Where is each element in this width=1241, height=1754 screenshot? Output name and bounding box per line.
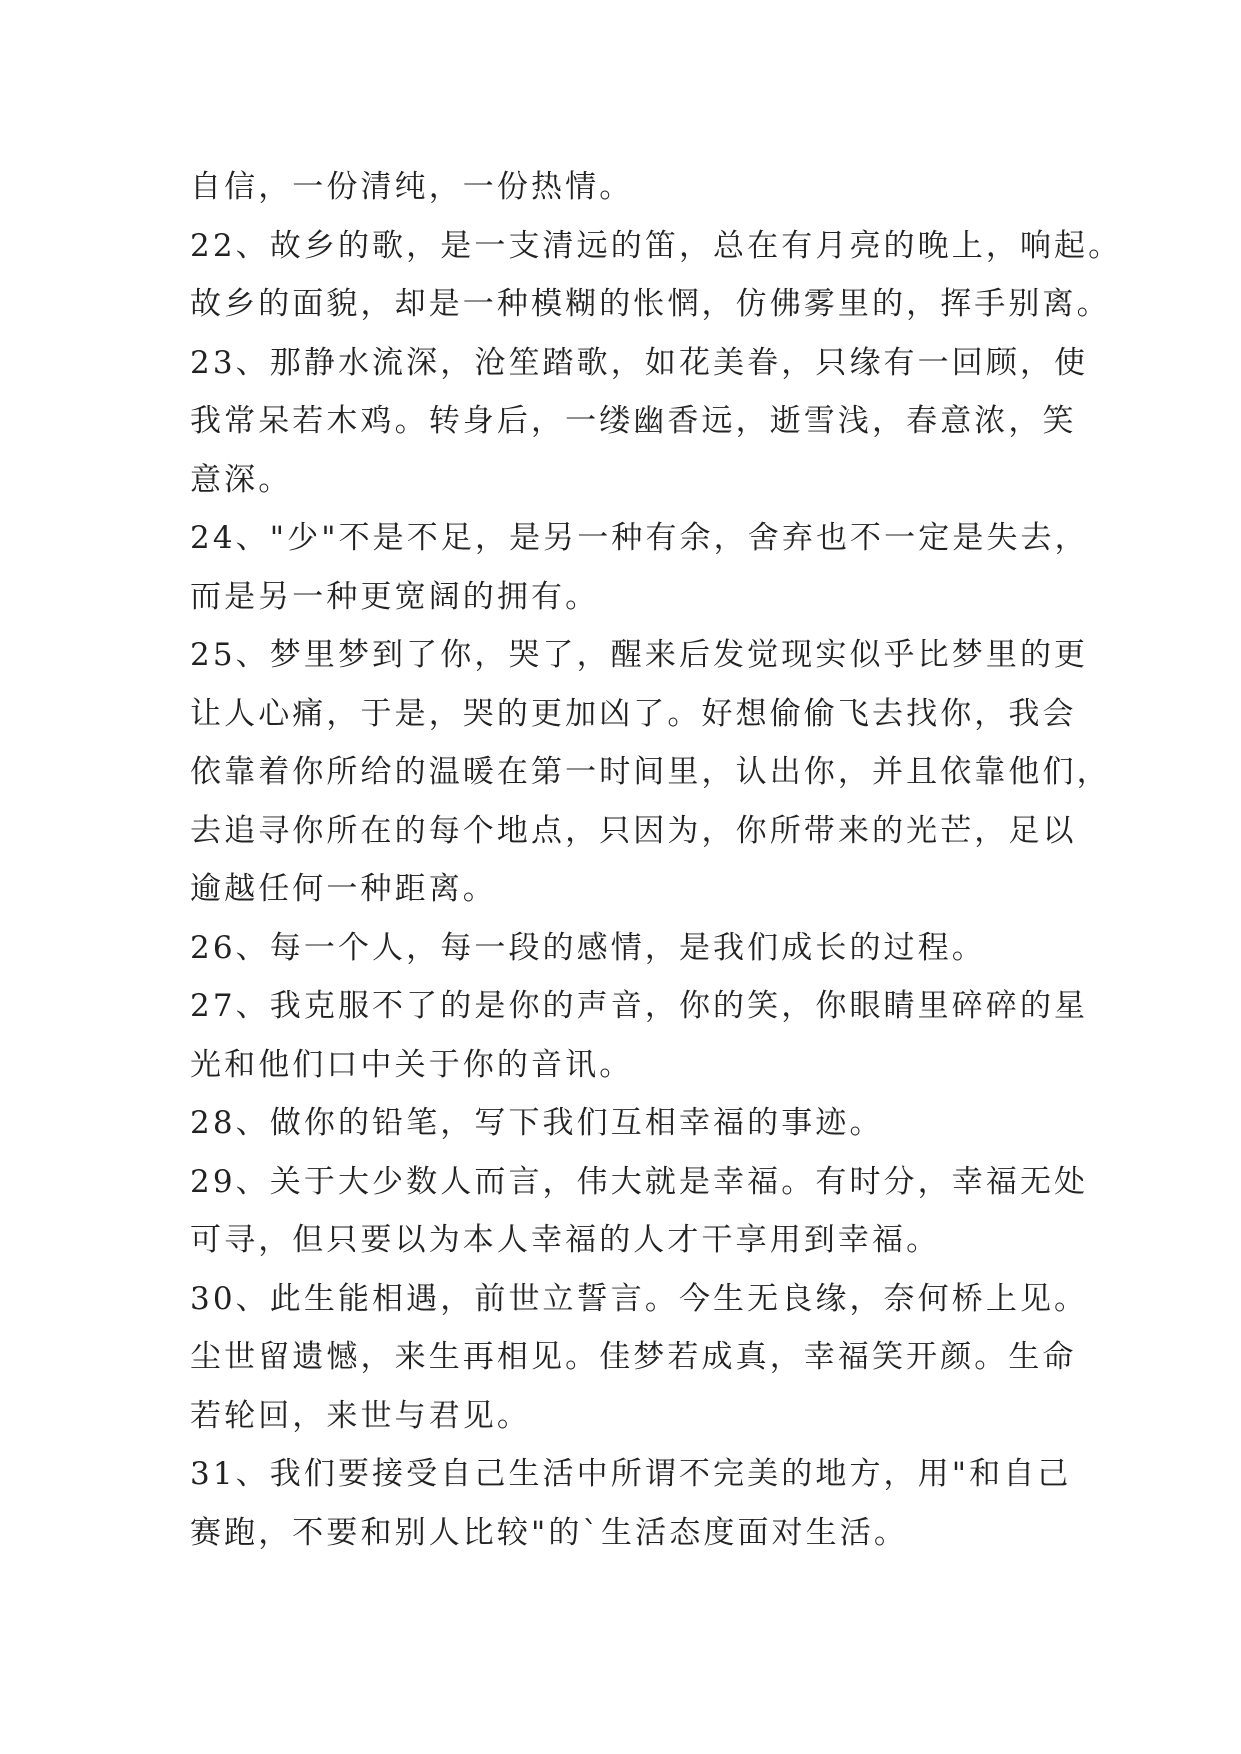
- text-line: 若轮回，来世与君见。: [190, 1397, 531, 1434]
- text-line: 去追寻你所在的每个地点，只因为，你所带来的光芒，足以: [190, 812, 1077, 849]
- text-line: 27、我克服不了的是你的声音，你的笑，你眼睛里碎碎的星: [190, 988, 1089, 1024]
- text-line: 26、每一个人，每一段的感情，是我们成长的过程。: [190, 929, 986, 966]
- text-line: 28、做你的铅笔，写下我们互相幸福的事迹。: [190, 1105, 884, 1141]
- text-line: 而是另一种更宽阔的拥有。: [190, 578, 600, 615]
- body-text: [190, 158, 1123, 1562]
- text-line: 30、此生能相遇，前世立誓言。今生无良缘，奈何桥上见。: [190, 1280, 1089, 1317]
- text-line: 赛跑，不要和别人比较"的`生活态度面对生活。: [190, 1514, 908, 1551]
- text-line: 让人心痛，于是，哭的更加凶了。好想偷偷飞去找你，我会: [190, 695, 1077, 732]
- text-line: 24、"少"不是不足，是另一种有余，舍弃也不一定是失去，: [190, 520, 1089, 556]
- text-line: 逾越任何一种距离。: [190, 871, 497, 907]
- text-line: 意深。: [190, 461, 293, 498]
- text-line: 光和他们口中关于你的音讯。: [190, 1046, 634, 1083]
- text-line: 依靠着你所给的温暖在第一时间里，认出你，并且依靠他们，: [190, 754, 1111, 790]
- text-line: 自信，一份清纯，一份热情。: [190, 169, 634, 205]
- text-line: 25、梦里梦到了你，哭了，醒来后发觉现实似乎比梦里的更: [190, 637, 1089, 673]
- text-line: 我常呆若木鸡。转身后，一缕幽香远，逝雪浅，春意浓，笑: [190, 403, 1077, 439]
- text-line: 23、那静水流深，沧笙踏歌，如花美眷，只缘有一回顾，使: [190, 344, 1089, 381]
- text-line: 29、关于大少数人而言，伟大就是幸福。有时分，幸福无处: [190, 1163, 1089, 1200]
- text-line: 故乡的面貌，却是一种模糊的怅惘，仿佛雾里的，挥手别离。: [190, 286, 1111, 322]
- text-line: 尘世留遗憾，来生再相见。佳梦若成真，幸福笑开颜。生命: [190, 1339, 1077, 1375]
- text-line: 31、我们要接受自己生活中所谓不完美的地方，用"和自己: [190, 1456, 1072, 1492]
- text-line: 可寻，但只要以为本人幸福的人才干享用到幸福。: [190, 1222, 941, 1258]
- text-line: 22、故乡的歌，是一支清远的笛，总在有月亮的晚上，响起。: [190, 227, 1123, 264]
